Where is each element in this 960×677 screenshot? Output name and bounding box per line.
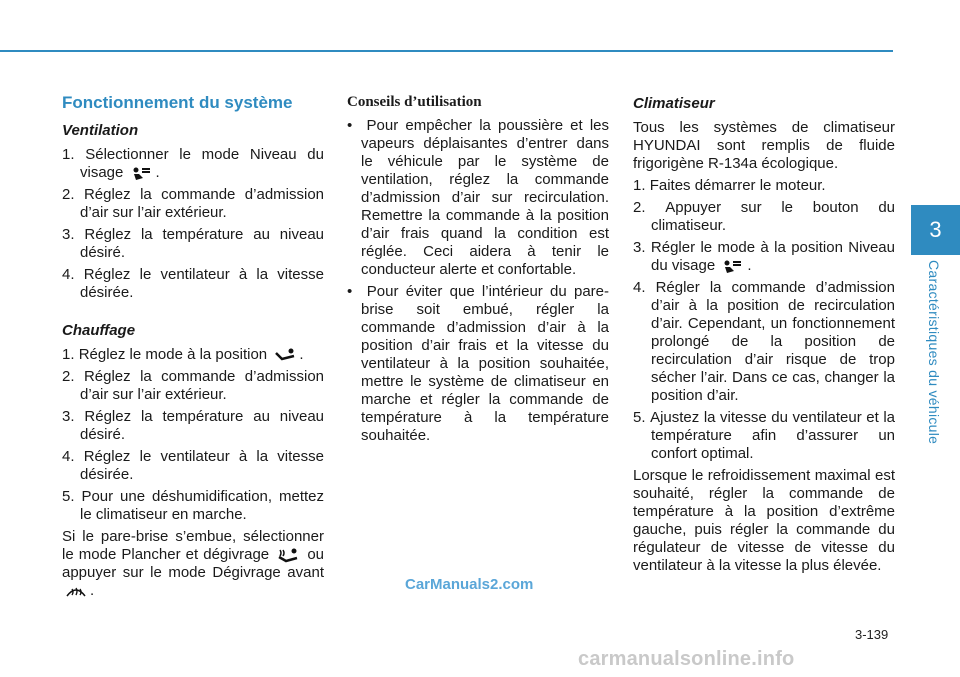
heating-title: Chauffage [62, 322, 136, 339]
list-item: 1. Sélectionner le mode Niveau du visage . [62, 146, 324, 181]
list-item: 4. Régler la commande d’admission d’air à la position de recirculation d’air. Cependant, un fonctionnement prolongé de la position de recirculation d’air risque de trop sécher l’air. Dans ce cas, changer la position d’air. [633, 279, 895, 404]
list-item: 4. Réglez le ventilateur à la vitesse désirée. [62, 266, 324, 301]
list-item: 1. Réglez le mode à la position . [62, 346, 304, 363]
floor-mode-icon [274, 347, 296, 363]
footer-watermark: carmanualsonline.info [578, 648, 795, 670]
page-number: 3-139 [855, 627, 889, 642]
list-item: 3. Régler le mode à la position Niveau du visage . [633, 239, 895, 274]
ventilation-title: Ventilation [62, 122, 139, 139]
list-item: 2. Réglez la commande d’admission d’air sur l’air extérieur. [62, 368, 325, 403]
ac-title: Climatiseur [633, 95, 715, 112]
list-item: 1. Faites démarrer le moteur. [633, 177, 826, 194]
ac-steps [633, 177, 895, 463]
list-item: 3. Réglez la température au niveau désiré. [62, 226, 324, 261]
heating-steps [62, 346, 324, 524]
face-mode-icon [722, 258, 744, 274]
list-item: 2. Appuyer sur le bouton du climatiseur. [633, 199, 895, 234]
defrost-note: Si le pare-brise s’embue, sélectionner le mode Plancher et dégivrage ou appuyer sur le mode Dégivrage avant . [62, 528, 325, 599]
column-ac [633, 93, 895, 579]
floor-defrost-icon [277, 547, 299, 563]
tips-list [347, 117, 609, 445]
chapter-title: Caractéristiques du véhicule [926, 260, 942, 445]
tips-title: Conseils d’utilisation [347, 94, 482, 110]
ac-intro: Tous les systèmes de climatiseur HYUNDAI sont remplis de fluide frigorigène R-134a écologique. [633, 119, 895, 172]
face-mode-icon [131, 165, 153, 181]
chapter-tab[interactable] [911, 205, 960, 255]
list-item: • Pour éviter que l’intérieur du pare-brise soit embué, régler la commande d’admission d’air à la position d’air frais et la vitesse du ventilateur à la position souhaitée, mettre le système de climatiseur en marche et régler la commande de température à la température souhaitée. [347, 283, 609, 444]
watermark-link[interactable]: CarManuals2.com [405, 576, 534, 593]
list-item: 5. Pour une déshumidification, mettez le climatiseur en marche. [62, 488, 324, 523]
front-defrost-icon [65, 583, 87, 599]
list-item: • Pour empêcher la poussière et les vapeurs déplaisantes d’entrer dans le véhicule par le système de ventilation, réglez la commande d’admission d’air sur recirculation. Remettre la commande à la position d’air frais quand la condition est réglée. Ceci aidera à tenir le conducteur alerte et confortable. [347, 117, 609, 278]
ac-outro: Lorsque le refroidissement maximal est souhaité, régler la commande de température à la position d’extrême gauche, puis régler la commande du régulateur de vitesse de vitesse du ventilateur à la vitesse la plus élevée. [633, 467, 895, 574]
list-item: 2. Réglez la commande d’admission d’air sur l’air extérieur. [62, 186, 325, 221]
section-heading: Fonctionnement du système [62, 93, 293, 112]
list-item: 3. Réglez la température au niveau désiré. [62, 408, 324, 443]
column-tips [347, 93, 609, 449]
list-item: 5. Ajustez la vitesse du ventilateur et la température afin d’assurer un confort optimal. [633, 409, 895, 462]
column-operation [62, 93, 324, 604]
header-rule [0, 50, 893, 52]
chapter-number: 3 [929, 217, 942, 242]
list-item: 4. Réglez le ventilateur à la vitesse désirée. [62, 448, 324, 483]
ventilation-steps [62, 146, 324, 302]
